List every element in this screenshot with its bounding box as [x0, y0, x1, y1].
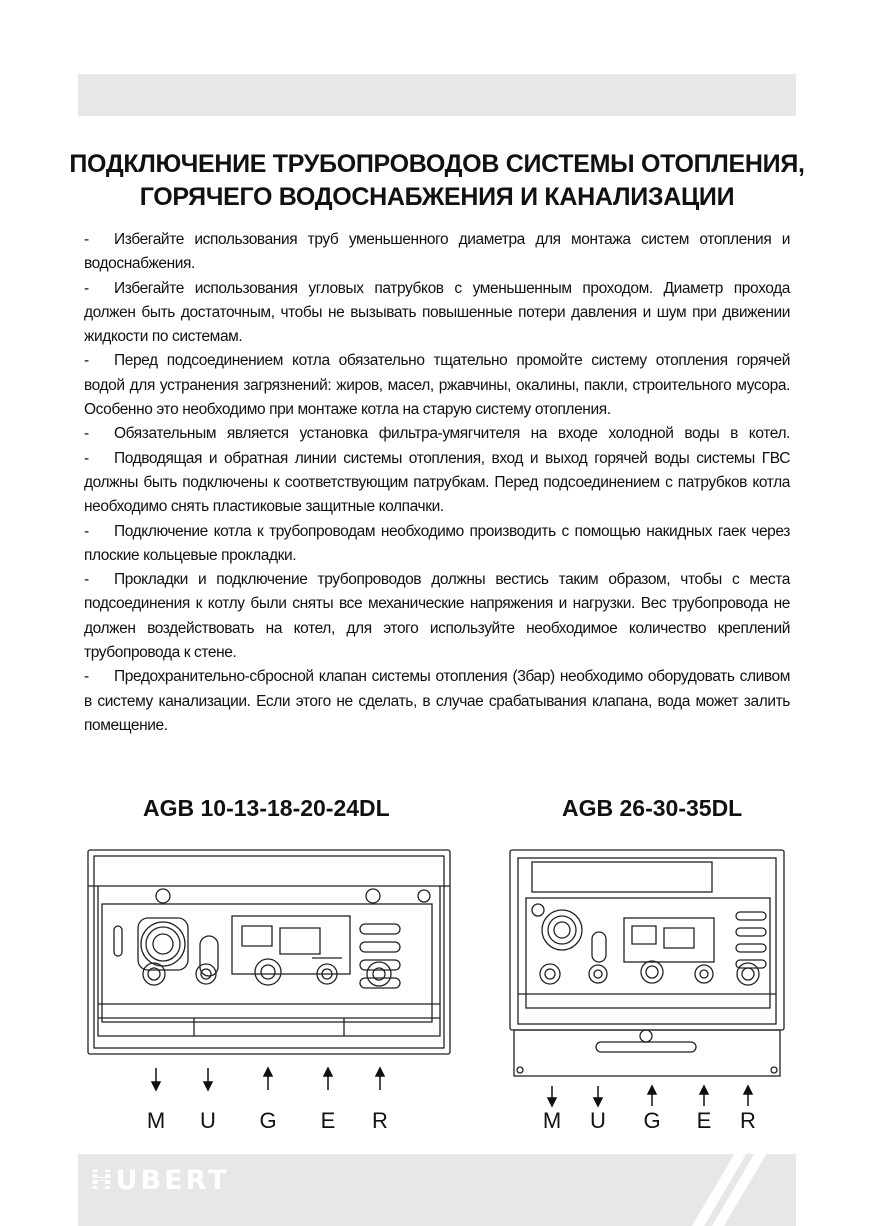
instruction-item [84, 349, 790, 422]
connection-fitting-u [196, 964, 216, 984]
instruction-item [84, 520, 790, 569]
arrow-up-icon [700, 1086, 708, 1106]
page-title-line-2: ГОРЯЧЕГО ВОДОСНАБЖЕНИЯ И КАНАЛИЗАЦИИ [139, 183, 735, 211]
instruction-item [84, 447, 790, 520]
arrow-up-icon [376, 1068, 384, 1090]
port-label: M [146, 1108, 166, 1133]
model-title-right: AGB 26-30-35DL [562, 795, 743, 821]
instruction-text: Избегайте использования труб уменьшенного диаметра для монтажа систем отопления и водоснабжения. [84, 231, 790, 273]
instruction-text: Обязательным является установка фильтра-умягчителя на входе холодной воды в котел. [114, 425, 790, 443]
port-label: R [372, 1108, 388, 1133]
instruction-text: Подключение котла к трубопроводам необходимо производить с помощью накидных гаек через плоские кольцевые прокладки. [84, 522, 790, 564]
port-label: G [259, 1108, 277, 1133]
bullet-dash: - [84, 668, 89, 686]
connection-fitting-r-right [737, 963, 759, 985]
brand-logo-text: HUBERT [90, 1165, 230, 1194]
bullet-dash: - [84, 425, 89, 443]
bullet-dash: - [84, 279, 89, 297]
connection-fitting-g [255, 959, 281, 985]
bullet-dash: - [84, 231, 89, 248]
bullet-dash: - [84, 571, 89, 589]
instructions-list [84, 228, 790, 738]
port-label: M [542, 1108, 562, 1133]
decorative-stripes-icon [690, 1134, 780, 1226]
arrow-up-icon [324, 1068, 332, 1090]
port-legend-left [84, 1064, 454, 1134]
port-legend-right [506, 1082, 788, 1134]
model-title-left: AGB 10-13-18-20-24DL [143, 795, 390, 821]
connection-fitting-m [143, 963, 165, 985]
arrow-up-icon [648, 1086, 656, 1106]
port-label: R [740, 1108, 756, 1133]
instruction-text: Избегайте использования угловых патрубков с уменьшенным проходом. Диаметр прохода должен быть достаточным, чтобы не вызывать повышенные потери давления и шум при движении жидкости по системам. [84, 279, 790, 346]
port-label: E [320, 1108, 336, 1133]
connection-fitting-r [367, 962, 391, 986]
instruction-item [84, 665, 790, 738]
instruction-text: Прокладки и подключение трубопроводов должны вестись таким образом, чтобы с места подсоединения к котлу были сняты все механические напряжения и нагрузки. Вес трубопровода не должен воздействовать на котел, для этого используйте необходимое количество креплений трубопровода к стене. [84, 571, 790, 662]
instruction-item [84, 277, 790, 350]
port-label: U [590, 1108, 606, 1133]
port-arrows-right [506, 1082, 788, 1108]
boiler-diagram-right [506, 846, 788, 1081]
port-label: U [200, 1108, 216, 1133]
instruction-item [84, 228, 790, 277]
arrow-up-icon [264, 1068, 272, 1090]
connection-fitting-m-right [540, 964, 560, 984]
connection-fitting-e-right [695, 965, 713, 983]
instruction-text: Перед подсоединением котла обязательно тщательно промойте систему отопления горячей водой для устранения загрязнений: жиров, масел, ржавчины, окалины, пакли, строительного мусора. Особенно это необходимо при монтаже котла на старую систему отопления. [84, 352, 790, 419]
arrow-down-icon [152, 1068, 160, 1090]
hubert-logo [90, 1164, 250, 1194]
instruction-text: Подводящая и обратная линии системы отопления, вход и выход горячей воды системы ГВС должны быть подключены к соответствующим патрубкам. Перед подсоединением с патрубков котла необходимо снять пластиковые защитные колпачки. [84, 449, 790, 516]
arrow-down-icon [204, 1068, 212, 1090]
instruction-item [84, 568, 790, 665]
header-bar [78, 74, 796, 116]
port-label: E [696, 1108, 712, 1133]
port-arrows-left [84, 1064, 454, 1094]
arrow-down-icon [548, 1086, 556, 1106]
bullet-dash: - [84, 449, 89, 467]
connection-fitting-g-right [641, 961, 663, 983]
arrow-down-icon [594, 1086, 602, 1106]
port-label: G [643, 1108, 661, 1133]
bullet-dash: - [84, 352, 89, 370]
instruction-item [84, 422, 790, 446]
page-title [60, 148, 814, 214]
arrow-up-icon [744, 1086, 752, 1106]
bullet-dash: - [84, 522, 89, 540]
connection-fitting-u-right [589, 965, 607, 983]
instruction-text: Предохранительно-сбросной клапан системы отопления (3бар) необходимо оборудовать сливом в систему канализации. Если этого не сделать, в случае срабатывания клапана, вода может залить помещение. [84, 668, 790, 734]
boiler-diagram-left [84, 846, 454, 1058]
page-title-line-1: ПОДКЛЮЧЕНИЕ ТРУБОПРОВОДОВ СИСТЕМЫ ОТОПЛЕНИЯ, [69, 150, 805, 178]
